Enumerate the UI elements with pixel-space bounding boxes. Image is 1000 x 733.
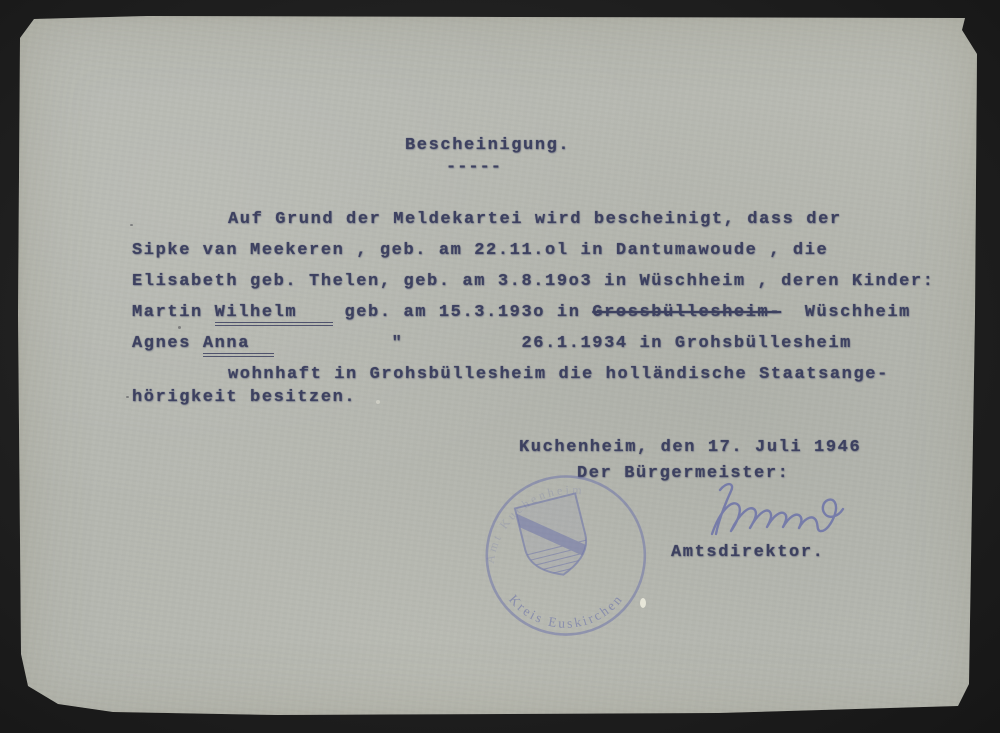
document-title: Bescheinigung. xyxy=(405,136,571,155)
body-line-7: hörigkeit besitzen. xyxy=(132,388,357,407)
stamp-bottom-arc-text: Kreis Euskirchen xyxy=(506,590,627,631)
paper-speck xyxy=(130,224,133,226)
child-1-first-name: Martin xyxy=(132,303,215,322)
stamp-top-arc-text: Amt Kuchenheim xyxy=(482,482,586,565)
child-2-birth-info: 26.1.1934 in Grohsbüllesheim xyxy=(403,334,852,353)
child-1-corrected-place: Wüschheim xyxy=(781,303,911,322)
paper-speck xyxy=(178,326,181,329)
paper-fleck xyxy=(376,400,380,404)
body-line-2: Sipke van Meekeren , geb. am 22.11.ol in Dantumawoude , die xyxy=(132,241,829,260)
dateline: Kuchenheim, den 17. Juli 1946 xyxy=(519,438,862,457)
ditto-mark: " xyxy=(391,334,404,353)
child-2-first-name: Agnes xyxy=(132,334,203,353)
child-1-struck-place: Grossbüllesheim- xyxy=(592,303,782,322)
signature-role: Amtsdirektor. xyxy=(671,543,825,562)
body-line-5 xyxy=(132,334,852,354)
body-line-6: wohnhaft in Grohsbüllesheim die holländische Staatsange- xyxy=(228,365,889,384)
title-underline: ----- xyxy=(446,158,503,177)
child-1-underlined-name: Wilhelm xyxy=(215,303,333,326)
paper-speck xyxy=(126,396,129,398)
line-5-gap xyxy=(274,334,392,353)
body-line-3: Elisabeth geb. Thelen, geb. am 3.8.19o3 in Wüschheim , deren Kinder: xyxy=(132,272,935,291)
body-line-1: Auf Grund der Meldekartei wird bescheinigt, dass der xyxy=(228,210,842,229)
signatory-title: Der Bürgermeister: xyxy=(577,464,790,483)
child-1-birth-info: geb. am 15.3.193o in xyxy=(332,303,593,322)
body-line-4 xyxy=(132,303,911,323)
child-2-underlined-name: Anna xyxy=(203,334,274,357)
signature-scribble xyxy=(698,474,926,562)
